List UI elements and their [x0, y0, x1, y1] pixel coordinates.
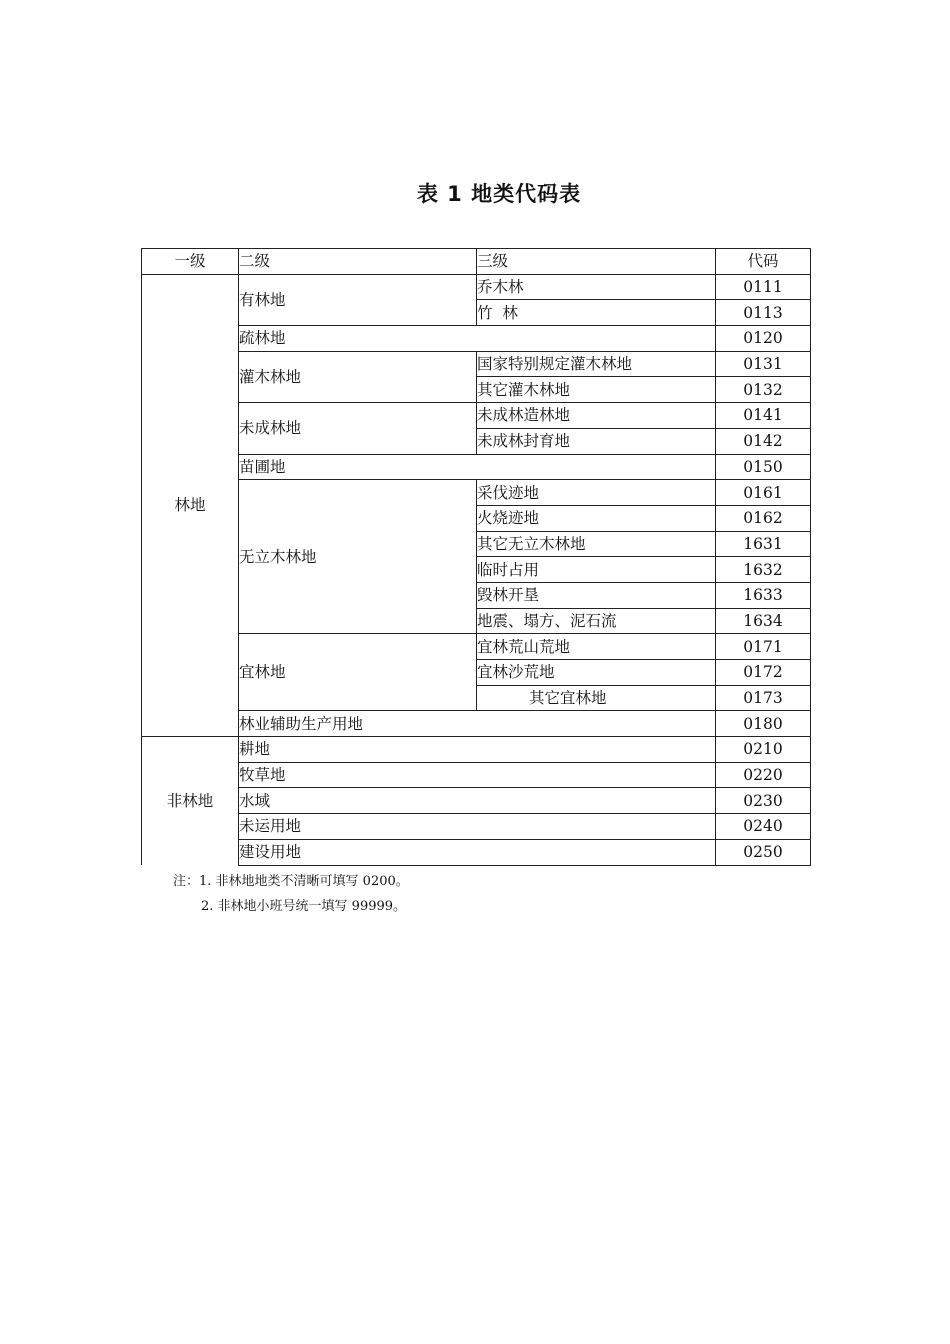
table-row — [142, 351, 811, 377]
level3-cell: 火烧迹地 — [477, 505, 716, 531]
level2-cell: 宜林地 — [239, 634, 477, 711]
level2-cell: 牧草地 — [239, 762, 716, 788]
code-cell: 0210 — [716, 737, 811, 763]
level2-cell: 耕地 — [239, 737, 716, 763]
code-cell: 1634 — [716, 608, 811, 634]
level3-cell: 未成林封育地 — [477, 428, 716, 454]
header-code: 代码 — [716, 249, 811, 275]
code-cell: 0240 — [716, 814, 811, 840]
code-cell: 1632 — [716, 557, 811, 583]
code-cell: 0120 — [716, 326, 811, 352]
level3-cell: 宜林沙荒地 — [477, 660, 716, 686]
level2-cell: 未运用地 — [239, 814, 716, 840]
code-cell: 0131 — [716, 351, 811, 377]
code-cell: 0161 — [716, 480, 811, 506]
level3-cell: 其它灌木林地 — [477, 377, 716, 403]
code-cell: 0172 — [716, 660, 811, 686]
code-cell: 0113 — [716, 300, 811, 326]
table-row — [142, 326, 811, 352]
table-row — [142, 711, 811, 737]
level2-cell: 林业辅助生产用地 — [239, 711, 716, 737]
header-level2: 二级 — [239, 249, 477, 275]
code-cell: 0180 — [716, 711, 811, 737]
code-cell: 0162 — [716, 505, 811, 531]
level3-cell: 竹 林 — [477, 300, 716, 326]
footnote-2: 2. 非林地小班号统一填写 99999。 — [201, 899, 407, 914]
code-cell: 0132 — [716, 377, 811, 403]
level1-non-forest: 非林地 — [142, 737, 239, 865]
level3-cell: 乔木林 — [477, 274, 716, 300]
level2-cell: 苗圃地 — [239, 454, 716, 480]
level1-forest: 林地 — [142, 274, 239, 736]
code-cell: 0111 — [716, 274, 811, 300]
level3-cell: 地震、塌方、泥石流 — [477, 608, 716, 634]
table-row — [142, 634, 811, 660]
table-row — [142, 403, 811, 429]
level3-cell: 其它无立木林地 — [477, 531, 716, 557]
level2-cell: 未成林地 — [239, 403, 477, 454]
table-title: 表 1 地类代码表 — [416, 182, 582, 206]
table-row — [142, 839, 811, 865]
table-row — [142, 274, 811, 300]
level2-cell: 有林地 — [239, 274, 477, 325]
level3-cell: 采伐迹地 — [477, 480, 716, 506]
code-cell: 0173 — [716, 685, 811, 711]
header-level3: 三级 — [477, 249, 716, 275]
level3-cell: 毁林开垦 — [477, 582, 716, 608]
table-row — [142, 737, 811, 763]
header-row — [142, 249, 811, 275]
land-type-code-table — [141, 248, 811, 866]
code-cell: 1633 — [716, 582, 811, 608]
code-cell: 0220 — [716, 762, 811, 788]
level2-cell: 疏林地 — [239, 326, 716, 352]
level3-cell: 宜林荒山荒地 — [477, 634, 716, 660]
level3-cell: 临时占用 — [477, 557, 716, 583]
table-row — [142, 480, 811, 506]
level3-cell: 未成林造林地 — [477, 403, 716, 429]
code-cell: 1631 — [716, 531, 811, 557]
table-row — [142, 814, 811, 840]
table-row — [142, 788, 811, 814]
level2-cell: 无立木林地 — [239, 480, 477, 634]
level2-cell: 水域 — [239, 788, 716, 814]
level2-cell: 灌木林地 — [239, 351, 477, 402]
level3-cell: 其它宜林地 — [477, 685, 716, 711]
table-row — [142, 454, 811, 480]
code-cell: 0171 — [716, 634, 811, 660]
footnote-1: 注：1. 非林地地类不清晰可填写 0200。 — [173, 874, 409, 889]
header-level1: 一级 — [142, 249, 239, 275]
table-row — [142, 762, 811, 788]
code-cell: 0250 — [716, 839, 811, 865]
code-cell: 0230 — [716, 788, 811, 814]
code-cell: 0141 — [716, 403, 811, 429]
level3-cell: 国家特别规定灌木林地 — [477, 351, 716, 377]
code-cell: 0150 — [716, 454, 811, 480]
code-cell: 0142 — [716, 428, 811, 454]
level2-cell: 建设用地 — [239, 839, 716, 865]
